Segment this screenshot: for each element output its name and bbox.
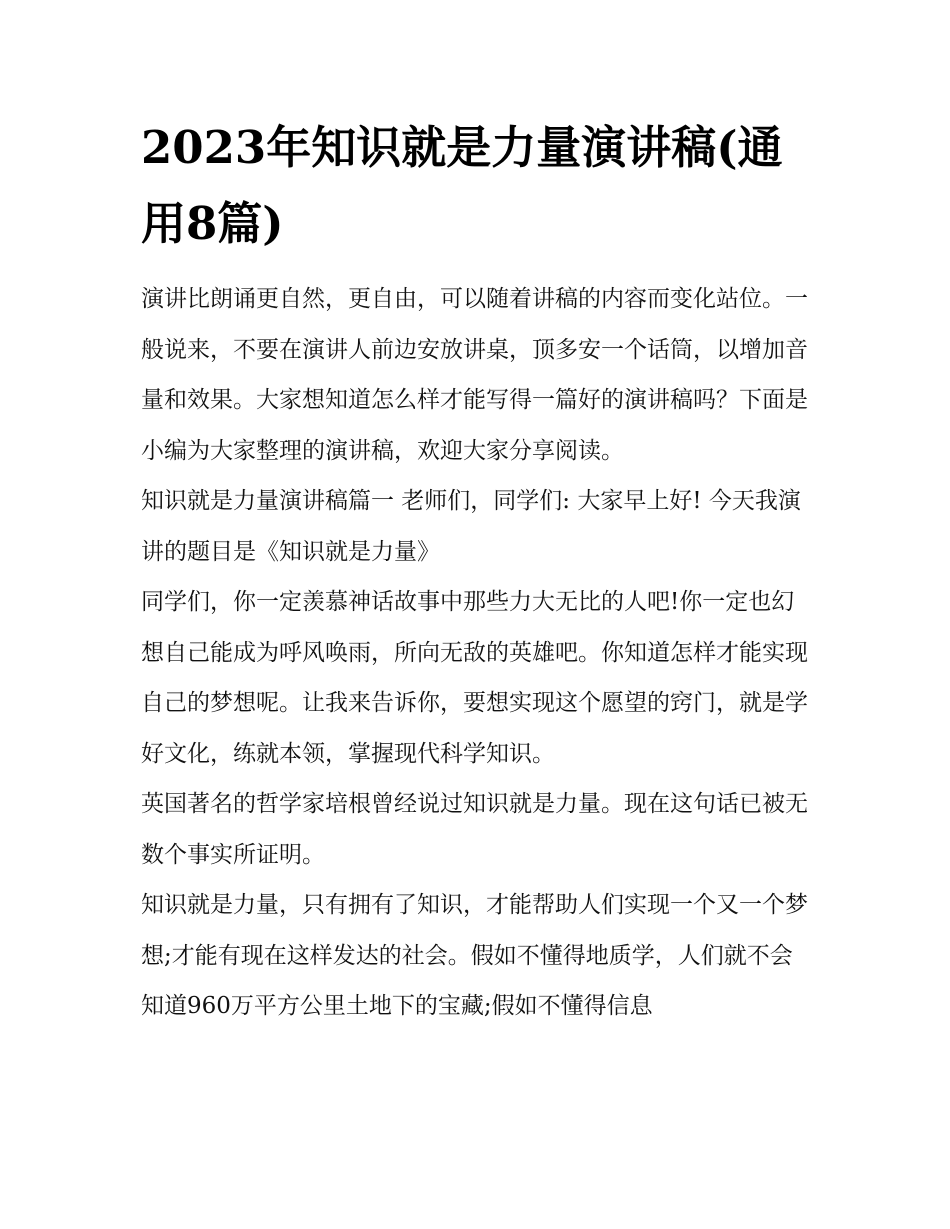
document-body bbox=[141, 274, 813, 1032]
paragraph-knowledge-power: 知识就是力量，只有拥有了知识，才能帮助人们实现一个又一个梦想;才能有现在这样发达的社会。假如不懂得地质学，人们就不会知道960万平方公里土地下的宝藏;假如不懂得信息 bbox=[141, 892, 808, 1019]
paragraph-bacon-quote: 英国著名的哲学家培根曾经说过知识就是力量。现在这句话已被无数个事实所证明。 bbox=[141, 791, 808, 868]
paragraph-intro: 演讲比朗诵更自然，更自由，可以随着讲稿的内容而变化站位。一般说来，不要在演讲人前边安放讲桌，顶多安一个话筒，以增加音量和效果。大家想知道怎么样才能写得一篇好的演讲稿吗？下面是小编为大家整理的演讲稿，欢迎大家分享阅读。 bbox=[141, 286, 808, 464]
paragraph-speech-opening: 知识就是力量演讲稿篇一 老师们，同学们: 大家早上好! 今天我演讲的题目是《知识就是力量》 bbox=[141, 488, 801, 565]
paragraph-dreams: 同学们，你一定羡慕神话故事中那些力大无比的人吧!你一定也幻想自己能成为呼风唤雨，所向无敌的英雄吧。你知道怎样才能实现自己的梦想呢。让我来告诉你，要想实现这个愿望的窍门，就是学好文化，练就本领，掌握现代科学知识。 bbox=[141, 589, 808, 767]
document-content bbox=[141, 110, 813, 1032]
document-title: 2023年知识就是力量演讲稿(通用8篇) bbox=[141, 121, 783, 250]
